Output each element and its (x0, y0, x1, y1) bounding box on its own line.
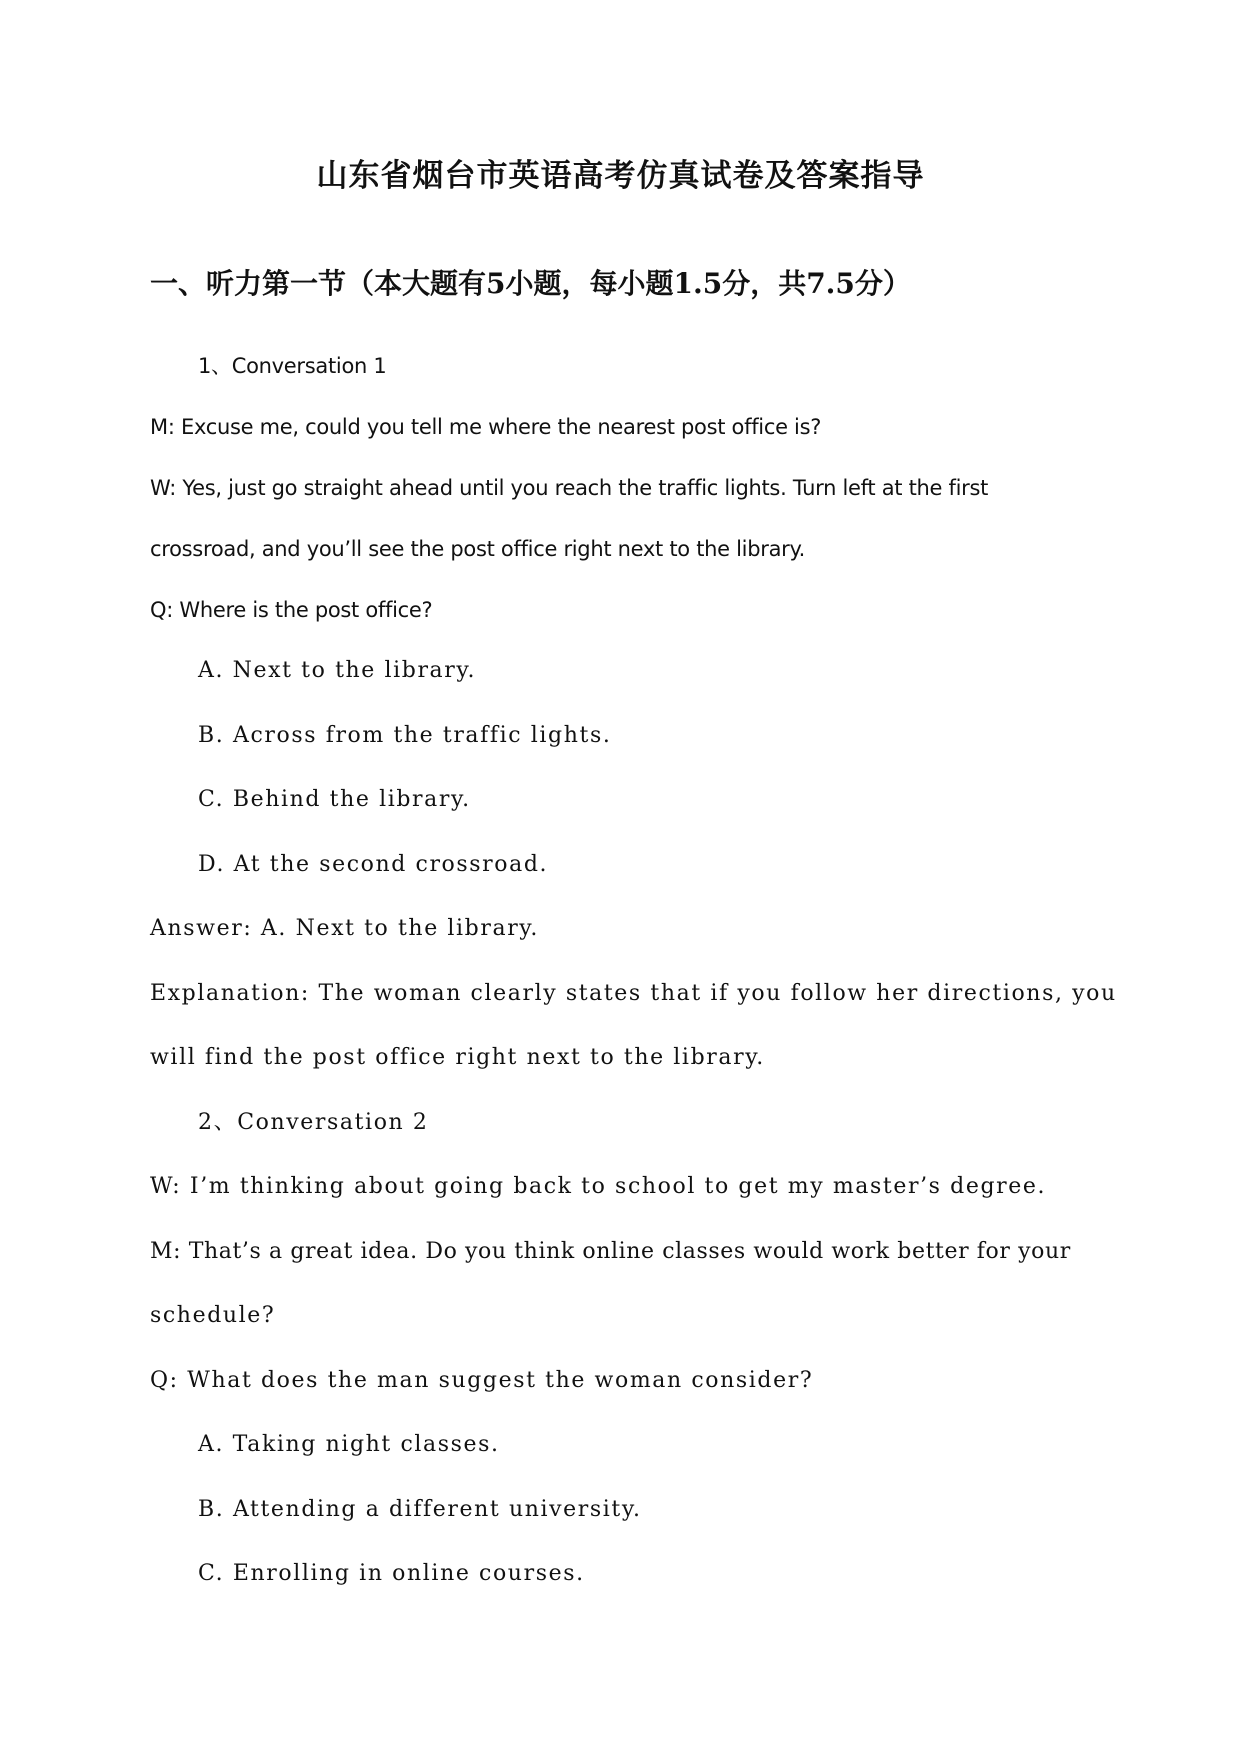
explanation-line: Explanation: The woman clearly states that if you follow her directions, you (150, 981, 1117, 1006)
explanation-line: will find the post office right next to the library. (150, 1045, 765, 1070)
answer-line: Answer: A. Next to the library. (150, 916, 540, 941)
option-b: B. Across from the traffic lights. (198, 723, 612, 748)
dialogue-line: W: I’m thinking about going back to school to get my master’s degree. (150, 1174, 1047, 1199)
page-title: 山东省烟台市英语高考仿真试卷及答案指导 (316, 158, 925, 194)
question-number: 1、Conversation 1 (198, 354, 387, 378)
dialogue-line: M: Excuse me, could you tell me where the nearest post office is? (150, 415, 822, 439)
option-c: C. Enrolling in online courses. (198, 1561, 585, 1586)
option-a: A. Next to the library. (198, 658, 477, 683)
option-b: B. Attending a different university. (198, 1497, 642, 1522)
question-number: 2、Conversation 2 (198, 1110, 429, 1135)
question-text: Q: What does the man suggest the woman consider? (150, 1368, 814, 1393)
dialogue-line: M: That’s a great idea. Do you think online classes would work better for your (150, 1239, 1071, 1264)
dialogue-line: W: Yes, just go straight ahead until you reach the traffic lights. Turn left at the first (150, 476, 989, 500)
option-d: D. At the second crossroad. (198, 852, 549, 877)
question-text: Q: Where is the post office? (150, 598, 433, 622)
dialogue-line: crossroad, and you’ll see the post office right next to the library. (150, 537, 805, 561)
option-c: C. Behind the library. (198, 787, 471, 812)
option-a: A. Taking night classes. (198, 1432, 500, 1457)
section-heading: 一、听力第一节（本大题有5小题，每小题1.5分，共7.5分） (150, 267, 911, 300)
dialogue-line: schedule? (150, 1303, 276, 1328)
